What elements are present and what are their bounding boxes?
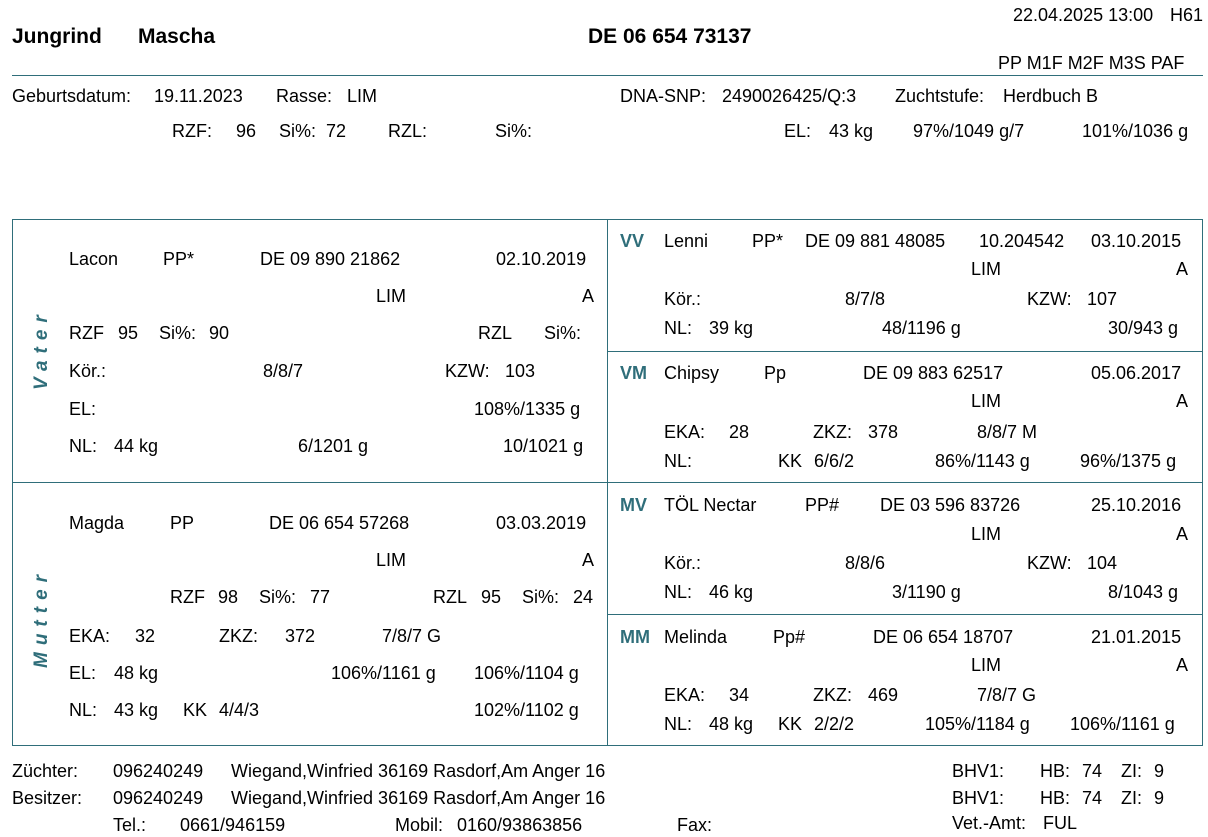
breeder-number: 096240249	[113, 761, 204, 781]
rzf-value: 96	[236, 121, 257, 141]
vv-kzw: 107	[1087, 289, 1118, 309]
owner-address: Wiegand,Winfried 36169 Rasdorf,Am Anger 16	[231, 788, 606, 808]
mm-zkz-label: ZKZ:	[813, 685, 852, 705]
vater-nl-3: 10/1021 g	[503, 436, 584, 456]
vater-name: Lacon	[69, 249, 119, 269]
breed-label: Rasse:	[276, 86, 333, 106]
birth-date: 19.11.2023	[154, 86, 243, 106]
bhv1-label-2: BHV1:	[952, 788, 1005, 808]
vater-grade: A	[582, 286, 595, 306]
fax-label: Fax:	[677, 815, 713, 835]
mutter-kk-label: KK	[183, 700, 208, 720]
el-label: EL:	[784, 121, 812, 141]
vm-grade: A	[1176, 391, 1189, 411]
stage-label: Zuchtstufe:	[895, 86, 985, 106]
mutter-nl-label: NL:	[69, 700, 98, 720]
owner-label: Besitzer:	[12, 788, 83, 808]
mv-kzw-label: KZW:	[1027, 553, 1072, 573]
pedigree-mid-line	[12, 482, 1203, 483]
vm-breed: LIM	[971, 391, 1002, 411]
vater-side-label: Vater	[31, 308, 52, 390]
mm-grade: A	[1176, 655, 1189, 675]
mutter-nl-3: 102%/1102 g	[474, 700, 579, 720]
vm-tag: VM	[620, 363, 647, 383]
mm-name: Melinda	[664, 627, 728, 647]
vm-eka: 28	[729, 422, 750, 442]
vv-status: PP*	[752, 231, 784, 251]
mutter-grade: A	[582, 550, 595, 570]
hb-value: 74	[1082, 761, 1103, 781]
mv-nl-label: NL:	[664, 582, 693, 602]
vet-value: FUL	[1043, 813, 1078, 833]
mutter-date: 03.03.2019	[496, 513, 587, 533]
vet-label: Vet.-Amt:	[952, 813, 1027, 833]
mm-nl-2: 105%/1184 g	[925, 714, 1030, 734]
mv-status: PP#	[805, 495, 840, 515]
vv-kor-label: Kör.:	[664, 289, 702, 309]
vv-nl-label: NL:	[664, 318, 693, 338]
vm-status: Pp	[764, 363, 787, 383]
vater-si-label: Si%:	[159, 323, 197, 343]
vater-nl-2: 6/1201 g	[298, 436, 369, 456]
el-value-2: 97%/1049 g/7	[913, 121, 1025, 141]
animal-name: Mascha	[138, 25, 216, 48]
mobil-value: 0160/93863856	[457, 815, 583, 835]
mutter-breed: LIM	[376, 550, 407, 570]
mutter-id: DE 06 654 57268	[269, 513, 410, 533]
mutter-rzf: 98	[218, 587, 239, 607]
mutter-eka: 32	[135, 626, 156, 646]
vv-date: 03.10.2015	[1091, 231, 1182, 251]
si-value: 72	[326, 121, 347, 141]
vm-nl-label: NL:	[664, 451, 693, 471]
mm-nl: 48 kg	[709, 714, 754, 734]
vm-kk: 6/6/2	[814, 451, 855, 471]
mm-breed: LIM	[971, 655, 1002, 675]
vm-nl-2: 86%/1143 g	[935, 451, 1030, 471]
vater-si2-label: Si%:	[544, 323, 582, 343]
vater-date: 02.10.2019	[496, 249, 587, 269]
tel-value: 0661/946159	[180, 815, 286, 835]
vm-kk-label: KK	[778, 451, 803, 471]
mutter-status: PP	[170, 513, 195, 533]
vv-nl: 39 kg	[709, 318, 754, 338]
mutter-si2-label: Si%:	[522, 587, 560, 607]
vater-rzf-label: RZF	[69, 323, 104, 343]
vater-rzl-label: RZL	[478, 323, 513, 343]
vm-nl-3: 96%/1375 g	[1080, 451, 1177, 471]
vv-nl-2: 48/1196 g	[882, 318, 961, 338]
hb-label-2: HB:	[1040, 788, 1071, 808]
mutter-rzl: 95	[481, 587, 502, 607]
mm-id: DE 06 654 18707	[873, 627, 1014, 647]
stage-value: Herdbuch B	[1003, 86, 1099, 106]
vm-name: Chipsy	[664, 363, 720, 383]
vv-breed: LIM	[971, 259, 1002, 279]
owner-number: 096240249	[113, 788, 204, 808]
mutter-kk: 4/4/3	[219, 700, 260, 720]
breeder-address: Wiegand,Winfried 36169 Rasdorf,Am Anger 16	[231, 761, 606, 781]
vater-kzw: 103	[505, 361, 536, 381]
zi-label: ZI:	[1121, 761, 1142, 781]
mm-zkz: 469	[868, 685, 899, 705]
hb-value-2: 74	[1082, 788, 1103, 808]
mutter-el-3: 106%/1104 g	[474, 663, 579, 683]
mm-nl-label: NL:	[664, 714, 693, 734]
mutter-rzl-label: RZL	[433, 587, 468, 607]
mutter-el: 48 kg	[114, 663, 159, 683]
vm-eka-label: EKA:	[664, 422, 706, 442]
birth-label: Geburtsdatum:	[12, 86, 132, 106]
vv-extra: 10.204542	[979, 231, 1065, 251]
mutter-el-label: EL:	[69, 663, 97, 683]
mutter-zkz-label: ZKZ:	[219, 626, 258, 646]
mm-score: 7/8/7 G	[977, 685, 1037, 705]
zi-label-2: ZI:	[1121, 788, 1142, 808]
mv-date: 25.10.2016	[1091, 495, 1182, 515]
mutter-eka-label: EKA:	[69, 626, 111, 646]
grandsire-line-bottom	[607, 614, 1203, 615]
vater-status: PP*	[163, 249, 195, 269]
mutter-name: Magda	[69, 513, 125, 533]
mv-kzw: 104	[1087, 553, 1118, 573]
vater-id: DE 09 890 21862	[260, 249, 401, 269]
animal-id: DE 06 654 73137	[588, 25, 752, 48]
mv-nl-2: 3/1190 g	[892, 582, 961, 602]
mm-tag: MM	[620, 627, 650, 647]
mutter-rzf-label: RZF	[170, 587, 205, 607]
rzf-label: RZF:	[172, 121, 212, 141]
mutter-si: 77	[310, 587, 331, 607]
rzl-label: RZL:	[388, 121, 428, 141]
mm-nl-3: 106%/1161 g	[1070, 714, 1175, 734]
mm-kk: 2/2/2	[814, 714, 855, 734]
mv-nl: 46 kg	[709, 582, 754, 602]
vm-score: 8/8/7 M	[977, 422, 1038, 442]
vater-rzf: 95	[118, 323, 139, 343]
si-label: Si%:	[279, 121, 317, 141]
mutter-side-label: Mutter	[31, 567, 52, 668]
vater-kor: 8/8/7	[263, 361, 304, 381]
vater-el: 108%/1335 g	[474, 399, 581, 419]
bhv1-label: BHV1:	[952, 761, 1005, 781]
animal-type: Jungrind	[12, 25, 102, 48]
mutter-zkz: 372	[285, 626, 316, 646]
breeder-label: Züchter:	[12, 761, 79, 781]
mobil-label: Mobil:	[395, 815, 444, 835]
vv-nl-3: 30/943 g	[1108, 318, 1179, 338]
mm-kk-label: KK	[778, 714, 803, 734]
vater-kzw-label: KZW:	[445, 361, 490, 381]
mv-kor-label: Kör.:	[664, 553, 702, 573]
hb-label: HB:	[1040, 761, 1071, 781]
mutter-el-2: 106%/1161 g	[331, 663, 436, 683]
print-datetime: 22.04.2025 13:00	[1013, 5, 1154, 25]
mv-name: TÖL Nectar	[664, 495, 757, 515]
vater-si: 90	[209, 323, 230, 343]
el-value-3: 101%/1036 g	[1082, 121, 1189, 141]
tel-label: Tel.:	[113, 815, 147, 835]
mv-grade: A	[1176, 524, 1189, 544]
test-codes: PP M1F M2F M3S PAF	[998, 53, 1185, 73]
mv-nl-3: 8/1043 g	[1108, 582, 1179, 602]
dna-label: DNA-SNP:	[620, 86, 707, 106]
el-value: 43 kg	[829, 121, 874, 141]
vv-id: DE 09 881 48085	[805, 231, 946, 251]
vm-zkz: 378	[868, 422, 899, 442]
mv-id: DE 03 596 83726	[880, 495, 1021, 515]
vv-kzw-label: KZW:	[1027, 289, 1072, 309]
mutter-si2: 24	[573, 587, 594, 607]
mm-date: 21.01.2015	[1091, 627, 1182, 647]
vv-tag: VV	[620, 231, 645, 251]
vm-date: 05.06.2017	[1091, 363, 1182, 383]
vm-id: DE 09 883 62517	[863, 363, 1004, 383]
mv-breed: LIM	[971, 524, 1002, 544]
grandsire-line-top	[607, 351, 1203, 352]
mm-eka: 34	[729, 685, 750, 705]
zi-value: 9	[1154, 761, 1165, 781]
si2-label: Si%:	[495, 121, 533, 141]
mm-status: Pp#	[773, 627, 806, 647]
vv-kor: 8/7/8	[845, 289, 886, 309]
vv-name: Lenni	[664, 231, 709, 251]
report-code: H61	[1170, 5, 1204, 25]
vater-kor-label: Kör.:	[69, 361, 107, 381]
mutter-nl: 43 kg	[114, 700, 159, 720]
dna-value: 2490026425/Q:3	[722, 86, 857, 106]
vv-grade: A	[1176, 259, 1189, 279]
breed-value: LIM	[347, 86, 378, 106]
vater-el-label: EL:	[69, 399, 97, 419]
mutter-score: 7/8/7 G	[382, 626, 442, 646]
vater-nl: 44 kg	[114, 436, 159, 456]
vm-zkz-label: ZKZ:	[813, 422, 852, 442]
header-divider	[12, 75, 1203, 76]
mm-eka-label: EKA:	[664, 685, 706, 705]
vater-nl-label: NL:	[69, 436, 98, 456]
mutter-si-label: Si%:	[259, 587, 297, 607]
zi-value-2: 9	[1154, 788, 1165, 808]
mv-kor: 8/8/6	[845, 553, 886, 573]
vater-breed: LIM	[376, 286, 407, 306]
mv-tag: MV	[620, 495, 647, 515]
